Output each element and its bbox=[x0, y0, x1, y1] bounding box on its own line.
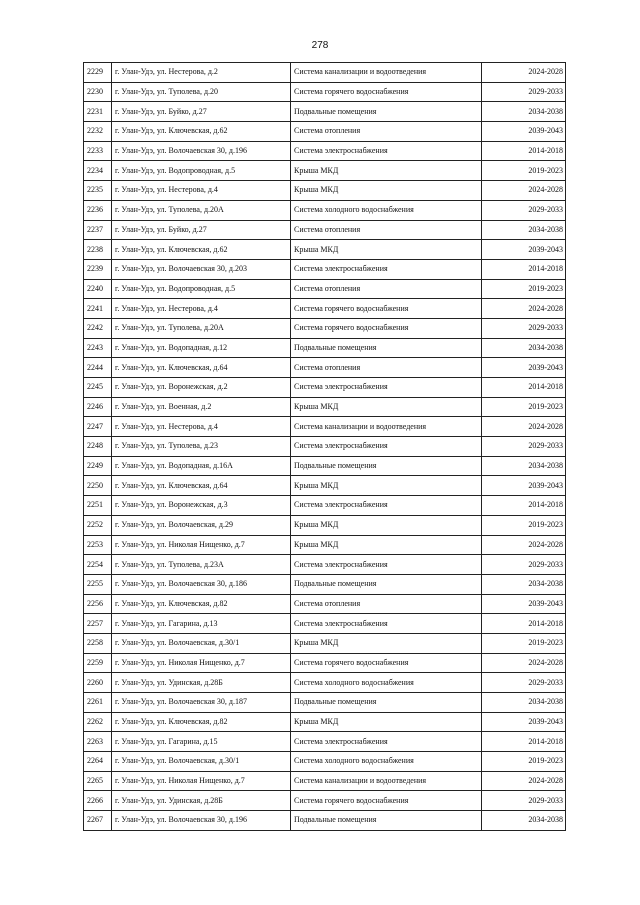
period-cell: 2024-2028 bbox=[482, 653, 566, 673]
system-cell: Система отопления bbox=[291, 358, 482, 378]
period-cell: 2019-2023 bbox=[482, 161, 566, 181]
row-number-cell: 2261 bbox=[84, 693, 112, 713]
address-cell: г. Улан-Удэ, ул. Военная, д.2 bbox=[112, 397, 291, 417]
system-cell: Система горячего водоснабжения bbox=[291, 82, 482, 102]
table-row bbox=[84, 200, 566, 220]
period-cell: 2029-2033 bbox=[482, 437, 566, 457]
table-row bbox=[84, 712, 566, 732]
period-cell: 2024-2028 bbox=[482, 417, 566, 437]
table-row bbox=[84, 653, 566, 673]
address-cell: г. Улан-Удэ, ул. Водопадная, д.16А bbox=[112, 456, 291, 476]
address-cell: г. Улан-Удэ, ул. Буйко, д.27 bbox=[112, 102, 291, 122]
row-number-cell: 2248 bbox=[84, 437, 112, 457]
address-cell: г. Улан-Удэ, ул. Водопроводная, д.5 bbox=[112, 279, 291, 299]
table-row bbox=[84, 417, 566, 437]
table-row bbox=[84, 673, 566, 693]
address-cell: г. Улан-Удэ, ул. Волочаевская 30, д.186 bbox=[112, 574, 291, 594]
period-cell: 2039-2043 bbox=[482, 712, 566, 732]
address-cell: г. Улан-Удэ, ул. Нестерова, д.4 bbox=[112, 417, 291, 437]
address-cell: г. Улан-Удэ, ул. Волочаевская, д.30/1 bbox=[112, 633, 291, 653]
address-cell: г. Улан-Удэ, ул. Гагарина, д.13 bbox=[112, 614, 291, 634]
row-number-cell: 2233 bbox=[84, 141, 112, 161]
table-row bbox=[84, 555, 566, 575]
period-cell: 2039-2043 bbox=[482, 122, 566, 142]
row-number-cell: 2250 bbox=[84, 476, 112, 496]
system-cell: Крыша МКД bbox=[291, 712, 482, 732]
period-cell: 2024-2028 bbox=[482, 181, 566, 201]
address-cell: г. Улан-Удэ, ул. Ключевская, д.62 bbox=[112, 122, 291, 142]
table-row bbox=[84, 732, 566, 752]
period-cell: 2039-2043 bbox=[482, 476, 566, 496]
period-cell: 2019-2023 bbox=[482, 397, 566, 417]
address-cell: г. Улан-Удэ, ул. Нестерова, д.4 bbox=[112, 299, 291, 319]
address-cell: г. Улан-Удэ, ул. Удинская, д.28Б bbox=[112, 791, 291, 811]
table-row bbox=[84, 594, 566, 614]
row-number-cell: 2241 bbox=[84, 299, 112, 319]
period-cell: 2039-2043 bbox=[482, 358, 566, 378]
system-cell: Крыша МКД bbox=[291, 181, 482, 201]
row-number-cell: 2243 bbox=[84, 338, 112, 358]
system-cell: Подвальные помещения bbox=[291, 338, 482, 358]
address-cell: г. Улан-Удэ, ул. Туполева, д.20А bbox=[112, 200, 291, 220]
address-cell: г. Улан-Удэ, ул. Нестерова, д.2 bbox=[112, 63, 291, 83]
repair-schedule-table bbox=[83, 62, 566, 831]
table-row bbox=[84, 456, 566, 476]
system-cell: Система холодного водоснабжения bbox=[291, 752, 482, 772]
system-cell: Система канализации и водоотведения bbox=[291, 417, 482, 437]
address-cell: г. Улан-Удэ, ул. Воронежская, д.2 bbox=[112, 378, 291, 398]
address-cell: г. Улан-Удэ, ул. Ключевская, д.82 bbox=[112, 712, 291, 732]
system-cell: Подвальные помещения bbox=[291, 811, 482, 831]
table-row bbox=[84, 791, 566, 811]
row-number-cell: 2253 bbox=[84, 535, 112, 555]
period-cell: 2034-2038 bbox=[482, 574, 566, 594]
system-cell: Крыша МКД bbox=[291, 240, 482, 260]
table-row bbox=[84, 141, 566, 161]
period-cell: 2034-2038 bbox=[482, 102, 566, 122]
period-cell: 2014-2018 bbox=[482, 732, 566, 752]
row-number-cell: 2256 bbox=[84, 594, 112, 614]
address-cell: г. Улан-Удэ, ул. Волочаевская 30, д.196 bbox=[112, 141, 291, 161]
row-number-cell: 2246 bbox=[84, 397, 112, 417]
row-number-cell: 2231 bbox=[84, 102, 112, 122]
table-row bbox=[84, 63, 566, 83]
address-cell: г. Улан-Удэ, ул. Волочаевская 30, д.203 bbox=[112, 259, 291, 279]
table-row bbox=[84, 811, 566, 831]
table-row bbox=[84, 614, 566, 634]
period-cell: 2019-2023 bbox=[482, 752, 566, 772]
period-cell: 2034-2038 bbox=[482, 456, 566, 476]
table-row bbox=[84, 161, 566, 181]
row-number-cell: 2258 bbox=[84, 633, 112, 653]
system-cell: Система электроснабжения bbox=[291, 141, 482, 161]
address-cell: г. Улан-Удэ, ул. Ключевская, д.62 bbox=[112, 240, 291, 260]
page-number: 278 bbox=[311, 40, 329, 51]
row-number-cell: 2245 bbox=[84, 378, 112, 398]
table-row bbox=[84, 299, 566, 319]
period-cell: 2019-2023 bbox=[482, 633, 566, 653]
row-number-cell: 2229 bbox=[84, 63, 112, 83]
row-number-cell: 2251 bbox=[84, 496, 112, 516]
system-cell: Крыша МКД bbox=[291, 397, 482, 417]
table-row bbox=[84, 397, 566, 417]
address-cell: г. Улан-Удэ, ул. Водопроводная, д.5 bbox=[112, 161, 291, 181]
system-cell: Система холодного водоснабжения bbox=[291, 200, 482, 220]
address-cell: г. Улан-Удэ, ул. Ключевская, д.64 bbox=[112, 476, 291, 496]
period-cell: 2039-2043 bbox=[482, 240, 566, 260]
system-cell: Система горячего водоснабжения bbox=[291, 791, 482, 811]
row-number-cell: 2260 bbox=[84, 673, 112, 693]
row-number-cell: 2247 bbox=[84, 417, 112, 437]
address-cell: г. Улан-Удэ, ул. Гагарина, д.15 bbox=[112, 732, 291, 752]
period-cell: 2014-2018 bbox=[482, 141, 566, 161]
period-cell: 2024-2028 bbox=[482, 299, 566, 319]
address-cell: г. Улан-Удэ, ул. Туполева, д.20А bbox=[112, 318, 291, 338]
address-cell: г. Улан-Удэ, ул. Ключевская, д.64 bbox=[112, 358, 291, 378]
period-cell: 2024-2028 bbox=[482, 63, 566, 83]
system-cell: Система канализации и водоотведения bbox=[291, 771, 482, 791]
system-cell: Подвальные помещения bbox=[291, 574, 482, 594]
period-cell: 2029-2033 bbox=[482, 318, 566, 338]
address-cell: г. Улан-Удэ, ул. Волочаевская, д.29 bbox=[112, 515, 291, 535]
row-number-cell: 2254 bbox=[84, 555, 112, 575]
system-cell: Система отопления bbox=[291, 594, 482, 614]
row-number-cell: 2236 bbox=[84, 200, 112, 220]
table-row bbox=[84, 122, 566, 142]
row-number-cell: 2249 bbox=[84, 456, 112, 476]
system-cell: Система канализации и водоотведения bbox=[291, 63, 482, 83]
row-number-cell: 2255 bbox=[84, 574, 112, 594]
table-row bbox=[84, 82, 566, 102]
period-cell: 2014-2018 bbox=[482, 259, 566, 279]
row-number-cell: 2237 bbox=[84, 220, 112, 240]
table-row bbox=[84, 358, 566, 378]
period-cell: 2029-2033 bbox=[482, 555, 566, 575]
table-row bbox=[84, 181, 566, 201]
table-row bbox=[84, 574, 566, 594]
period-cell: 2014-2018 bbox=[482, 378, 566, 398]
row-number-cell: 2240 bbox=[84, 279, 112, 299]
table-row bbox=[84, 318, 566, 338]
system-cell: Система горячего водоснабжения bbox=[291, 299, 482, 319]
system-cell: Крыша МКД bbox=[291, 535, 482, 555]
address-cell: г. Улан-Удэ, ул. Николая Нищенко, д.7 bbox=[112, 535, 291, 555]
address-cell: г. Улан-Удэ, ул. Удинская, д.28Б bbox=[112, 673, 291, 693]
address-cell: г. Улан-Удэ, ул. Водопадная, д.12 bbox=[112, 338, 291, 358]
address-cell: г. Улан-Удэ, ул. Волочаевская, д.30/1 bbox=[112, 752, 291, 772]
period-cell: 2034-2038 bbox=[482, 811, 566, 831]
system-cell: Система электроснабжения bbox=[291, 496, 482, 516]
table-row bbox=[84, 378, 566, 398]
period-cell: 2029-2033 bbox=[482, 82, 566, 102]
table-row bbox=[84, 771, 566, 791]
row-number-cell: 2234 bbox=[84, 161, 112, 181]
period-cell: 2029-2033 bbox=[482, 200, 566, 220]
table-row bbox=[84, 338, 566, 358]
period-cell: 2034-2038 bbox=[482, 220, 566, 240]
system-cell: Подвальные помещения bbox=[291, 693, 482, 713]
address-cell: г. Улан-Удэ, ул. Николая Нищенко, д.7 bbox=[112, 771, 291, 791]
address-cell: г. Улан-Удэ, ул. Туполева, д.23 bbox=[112, 437, 291, 457]
address-cell: г. Улан-Удэ, ул. Туполева, д.20 bbox=[112, 82, 291, 102]
period-cell: 2014-2018 bbox=[482, 614, 566, 634]
period-cell: 2019-2023 bbox=[482, 279, 566, 299]
table-row bbox=[84, 535, 566, 555]
table-row bbox=[84, 259, 566, 279]
system-cell: Крыша МКД bbox=[291, 633, 482, 653]
system-cell: Крыша МКД bbox=[291, 161, 482, 181]
row-number-cell: 2263 bbox=[84, 732, 112, 752]
system-cell: Крыша МКД bbox=[291, 476, 482, 496]
period-cell: 2034-2038 bbox=[482, 693, 566, 713]
system-cell: Система электроснабжения bbox=[291, 259, 482, 279]
system-cell: Система холодного водоснабжения bbox=[291, 673, 482, 693]
system-cell: Система электроснабжения bbox=[291, 437, 482, 457]
table-body bbox=[84, 63, 566, 831]
system-cell: Система электроснабжения bbox=[291, 378, 482, 398]
system-cell: Система горячего водоснабжения bbox=[291, 653, 482, 673]
period-cell: 2029-2033 bbox=[482, 673, 566, 693]
period-cell: 2039-2043 bbox=[482, 594, 566, 614]
address-cell: г. Улан-Удэ, ул. Николая Нищенко, д.7 bbox=[112, 653, 291, 673]
row-number-cell: 2259 bbox=[84, 653, 112, 673]
period-cell: 2024-2028 bbox=[482, 771, 566, 791]
row-number-cell: 2232 bbox=[84, 122, 112, 142]
system-cell: Система горячего водоснабжения bbox=[291, 318, 482, 338]
row-number-cell: 2239 bbox=[84, 259, 112, 279]
system-cell: Подвальные помещения bbox=[291, 456, 482, 476]
table-row bbox=[84, 102, 566, 122]
table-row bbox=[84, 240, 566, 260]
row-number-cell: 2266 bbox=[84, 791, 112, 811]
row-number-cell: 2230 bbox=[84, 82, 112, 102]
address-cell: г. Улан-Удэ, ул. Волочаевская 30, д.187 bbox=[112, 693, 291, 713]
table-row bbox=[84, 752, 566, 772]
address-cell: г. Улан-Удэ, ул. Ключевская, д.82 bbox=[112, 594, 291, 614]
row-number-cell: 2265 bbox=[84, 771, 112, 791]
period-cell: 2034-2038 bbox=[482, 338, 566, 358]
table-row bbox=[84, 476, 566, 496]
table-row bbox=[84, 220, 566, 240]
table-row bbox=[84, 633, 566, 653]
table-row bbox=[84, 437, 566, 457]
system-cell: Система отопления bbox=[291, 279, 482, 299]
row-number-cell: 2264 bbox=[84, 752, 112, 772]
address-cell: г. Улан-Удэ, ул. Туполева, д.23А bbox=[112, 555, 291, 575]
row-number-cell: 2242 bbox=[84, 318, 112, 338]
system-cell: Подвальные помещения bbox=[291, 102, 482, 122]
row-number-cell: 2244 bbox=[84, 358, 112, 378]
table-row bbox=[84, 515, 566, 535]
address-cell: г. Улан-Удэ, ул. Волочаевская 30, д.196 bbox=[112, 811, 291, 831]
row-number-cell: 2252 bbox=[84, 515, 112, 535]
system-cell: Система электроснабжения bbox=[291, 555, 482, 575]
period-cell: 2024-2028 bbox=[482, 535, 566, 555]
table-row bbox=[84, 693, 566, 713]
period-cell: 2029-2033 bbox=[482, 791, 566, 811]
system-cell: Система электроснабжения bbox=[291, 732, 482, 752]
system-cell: Система отопления bbox=[291, 220, 482, 240]
table-row bbox=[84, 279, 566, 299]
system-cell: Система электроснабжения bbox=[291, 614, 482, 634]
system-cell: Система отопления bbox=[291, 122, 482, 142]
row-number-cell: 2267 bbox=[84, 811, 112, 831]
system-cell: Крыша МКД bbox=[291, 515, 482, 535]
row-number-cell: 2257 bbox=[84, 614, 112, 634]
table-row bbox=[84, 496, 566, 516]
row-number-cell: 2238 bbox=[84, 240, 112, 260]
address-cell: г. Улан-Удэ, ул. Буйко, д.27 bbox=[112, 220, 291, 240]
address-cell: г. Улан-Удэ, ул. Нестерова, д.4 bbox=[112, 181, 291, 201]
row-number-cell: 2235 bbox=[84, 181, 112, 201]
row-number-cell: 2262 bbox=[84, 712, 112, 732]
address-cell: г. Улан-Удэ, ул. Воронежская, д.3 bbox=[112, 496, 291, 516]
period-cell: 2019-2023 bbox=[482, 515, 566, 535]
period-cell: 2014-2018 bbox=[482, 496, 566, 516]
